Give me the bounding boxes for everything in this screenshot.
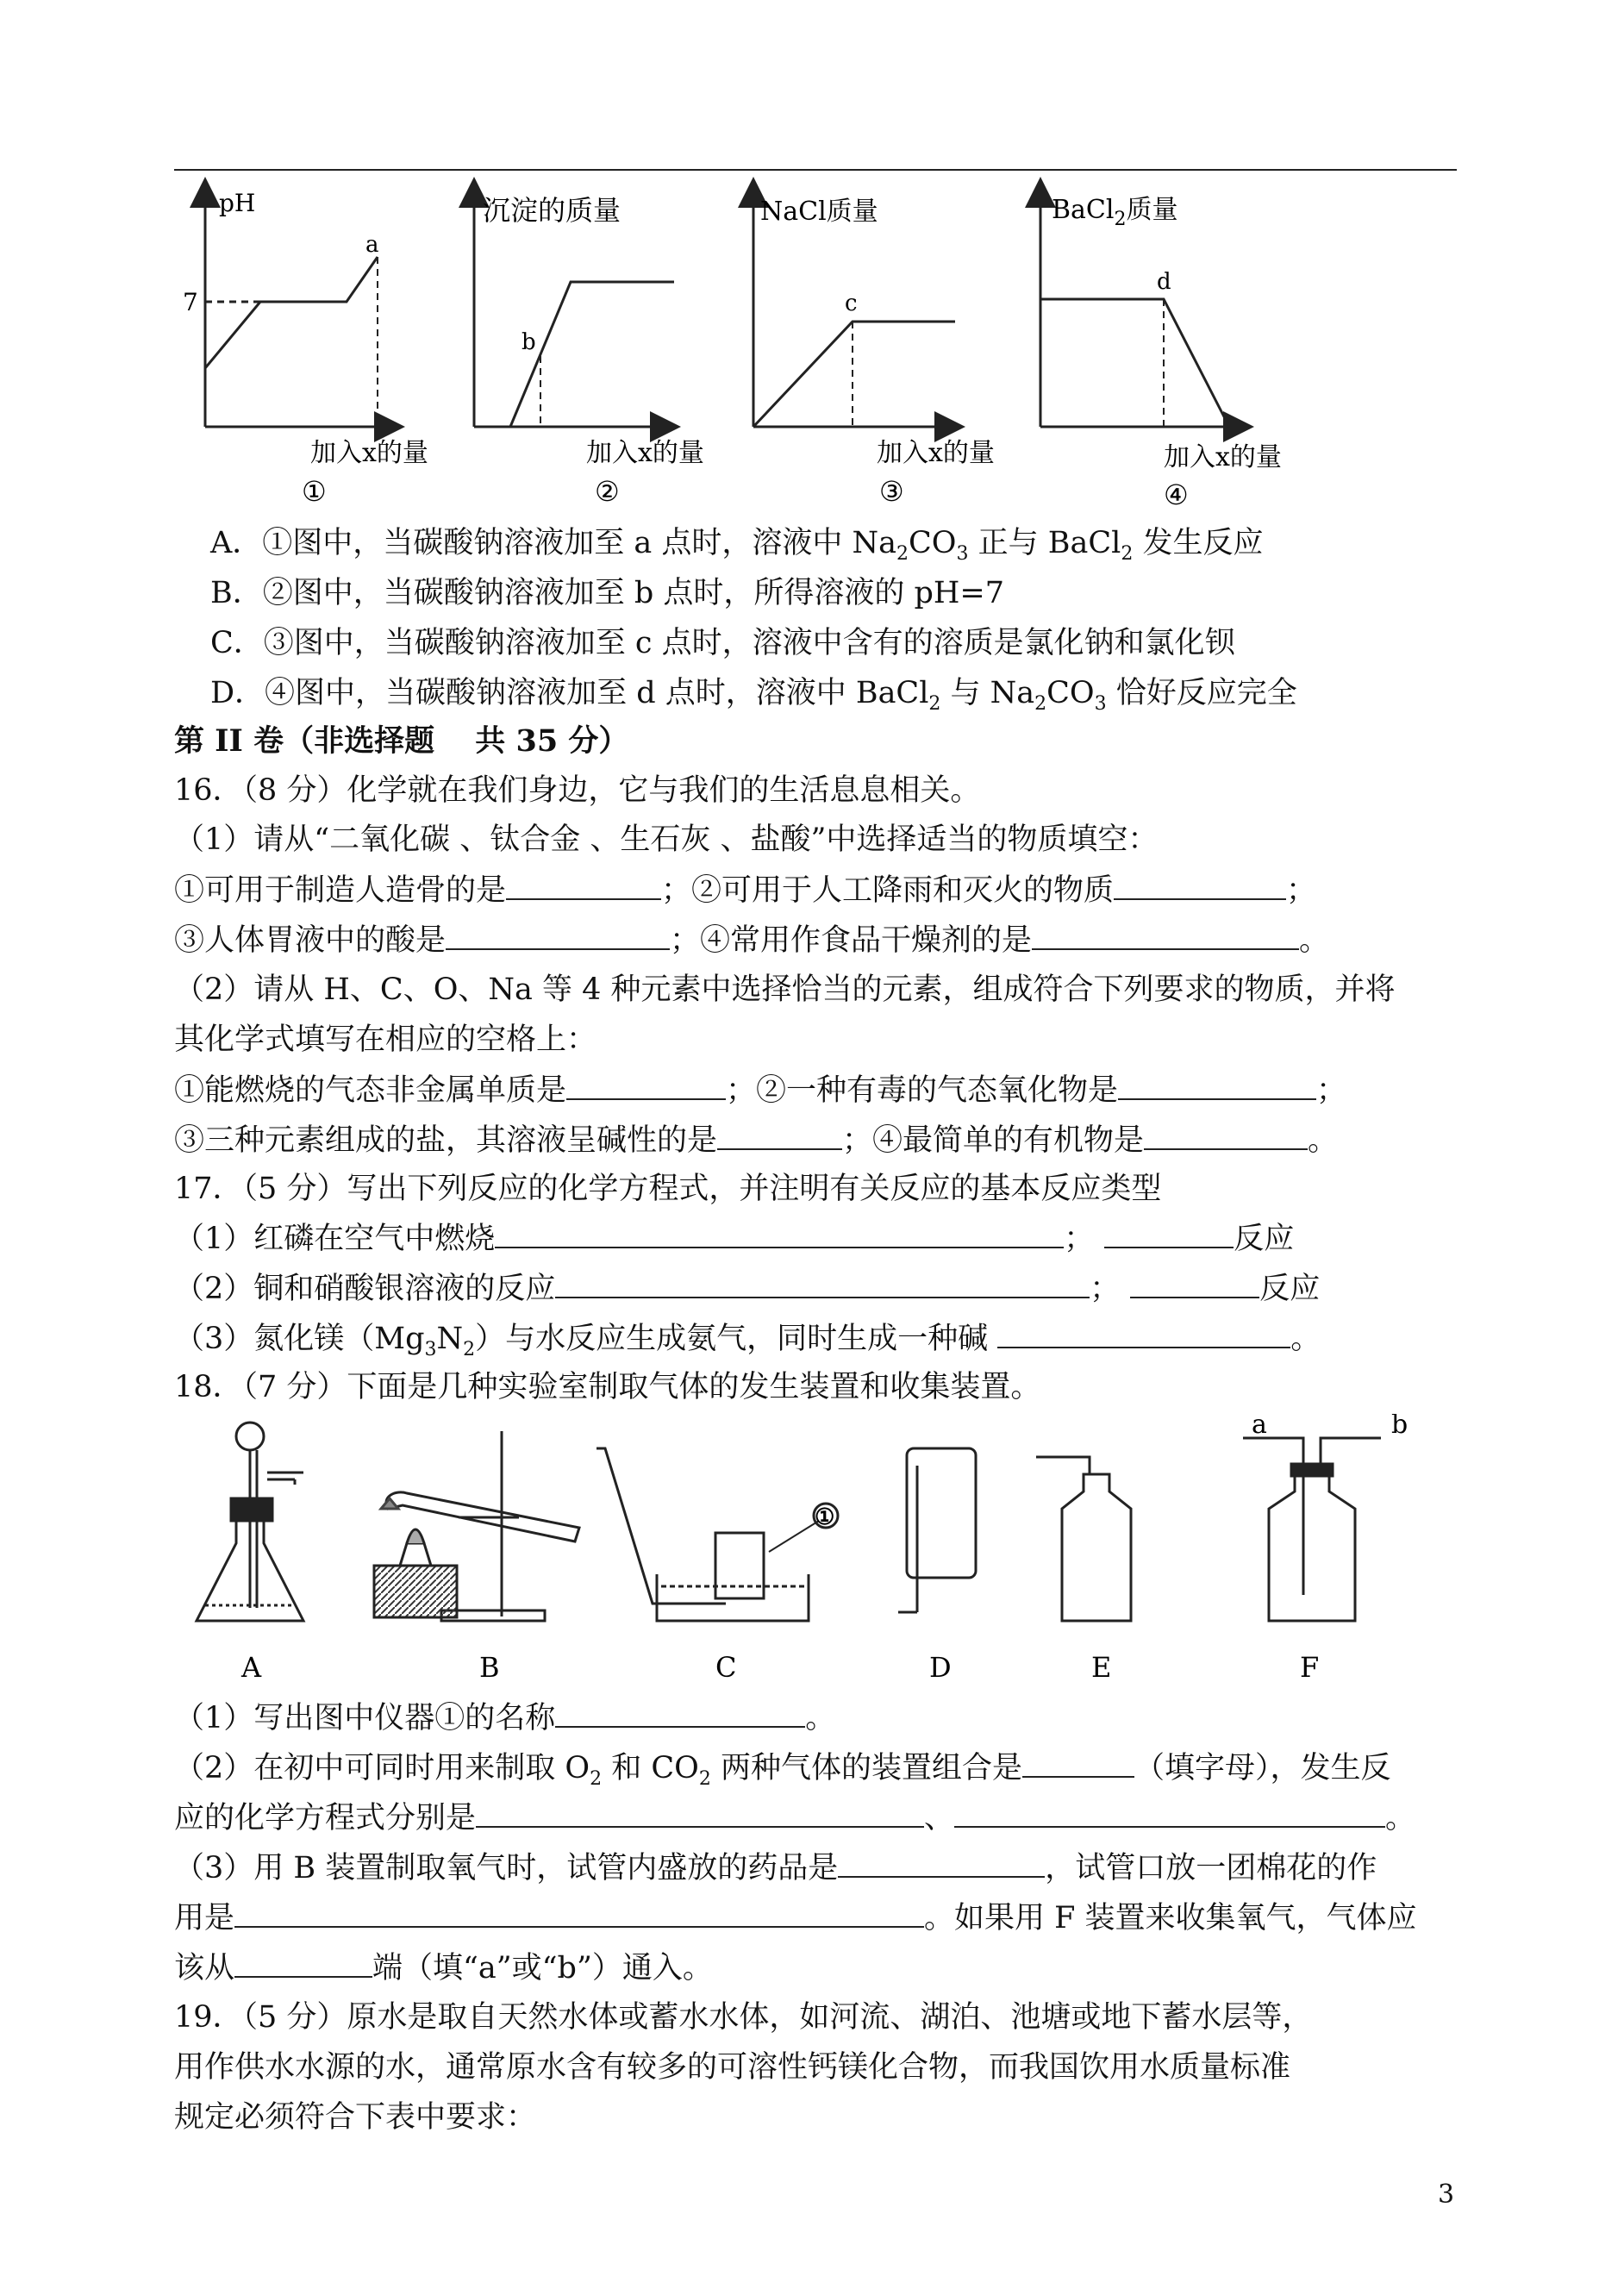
q16-part2-b: 其化学式填写在相应的空格上：	[174, 1022, 597, 1057]
apparatus-f-bottle	[1243, 1438, 1381, 1621]
graph-ph	[205, 192, 390, 427]
answer-blank[interactable]	[555, 1267, 1090, 1298]
apparatus-label-d: D	[929, 1651, 952, 1684]
graph-precipitate-xlabel: 加入x的量	[586, 438, 704, 468]
apparatus-a-flask	[197, 1423, 303, 1621]
answer-blank[interactable]	[1104, 1217, 1234, 1248]
answer-blank[interactable]	[566, 1069, 726, 1100]
graph-ph-ylabel: pH	[219, 189, 256, 217]
graph-ph-number: ①	[302, 475, 327, 508]
apparatus-label-b: B	[479, 1651, 500, 1684]
graph-ph-point-a: a	[365, 232, 379, 258]
apparatus-label-a: A	[241, 1651, 262, 1684]
q16-line2: ③人体胃液中的酸是 ；④常用作食品干燥剂的是 。	[174, 919, 1329, 961]
apparatus-label-c: C	[715, 1651, 737, 1684]
graph-nacl-ylabel: NaCl质量	[760, 197, 878, 227]
answer-blank[interactable]	[1114, 869, 1286, 900]
apparatus-e-bottle	[1036, 1457, 1131, 1621]
answer-blank[interactable]	[234, 1947, 372, 1978]
q17-line2: （2）铜和硝酸银溶液的反应 ； 反应	[174, 1267, 1320, 1310]
graph-ph-tick-7: 7	[183, 288, 198, 316]
answer-blank[interactable]	[234, 1897, 924, 1928]
q18-line3: 应的化学方程式分别是 、 。	[174, 1797, 1415, 1839]
answer-blank[interactable]	[1130, 1267, 1259, 1298]
graph-precipitate-number: ②	[595, 475, 620, 508]
q16-part2-a: （2）请从 H、C、O、Na 等 4 种元素中选择恰当的元素，组成符合下列要求的物质，并将	[174, 972, 1396, 1007]
graph-strip	[174, 177, 1457, 517]
q17-head: 17．（5 分）写出下列反应的化学方程式，并注明有关反应的基本反应类型	[174, 1172, 1162, 1206]
answer-blank[interactable]	[476, 1797, 924, 1828]
apparatus-mark-1: ①	[815, 1504, 835, 1530]
q19-line3: 规定必须符合下表中要求：	[174, 2100, 537, 2135]
q18-head: 18．（7 分）下面是几种实验室制取气体的发生装置和收集装置。	[174, 1370, 1041, 1404]
option-c: C．③图中，当碳酸钠溶液加至 c 点时，溶液中含有的溶质是氯化钠和氯化钡	[210, 626, 1235, 660]
graph-nacl-xlabel: 加入x的量	[877, 438, 995, 468]
graph-precipitate-ylabel: 沉淀的质量	[483, 194, 621, 227]
answer-blank[interactable]	[555, 1697, 805, 1728]
answer-blank[interactable]	[506, 869, 661, 900]
apparatus-port-b: b	[1391, 1414, 1409, 1440]
answer-blank[interactable]	[838, 1847, 1045, 1878]
apparatus-figure	[174, 1414, 1457, 1690]
answer-blank[interactable]	[997, 1317, 1290, 1348]
q16-line3: ①能燃烧的气态非金属单质是 ；②一种有毒的气态氧化物是 ；	[174, 1069, 1346, 1111]
q16-line1: ①可用于制造人造骨的是 ；②可用于人工降雨和灭火的物质 ；	[174, 869, 1316, 911]
option-a: A．①图中，当碳酸钠溶液加至 a 点时，溶液中 $Na_2CO_3$ 正与 BaCl$_2$ 发生反应	[210, 526, 1264, 565]
q18-line4: （3）用 B 装置制取氧气时，试管内盛放的药品是 ，试管口放一团棉花的作	[174, 1847, 1377, 1889]
q19-line2: 用作供水水源的水，通常原水含有较多的可溶性钙镁化合物，而我国饮用水质量标准	[174, 2050, 1291, 2085]
answer-blank[interactable]	[495, 1217, 1064, 1248]
graph-ph-xlabel: 加入x的量	[310, 438, 428, 468]
graph-bacl2-number: ④	[1164, 478, 1189, 511]
apparatus-c-water-trough	[597, 1448, 838, 1621]
answer-blank[interactable]	[1144, 1119, 1308, 1150]
q17-line1: （1）红磷在空气中燃烧 ； 反应	[174, 1217, 1294, 1260]
q19-line1: 19．（5 分）原水是取自天然水体或蓄水水体，如河流、湖泊、池塘或地下蓄水层等，	[174, 2000, 1313, 2035]
q17-line3: （3）氮化镁$(Mg_3N_2)$与水反应生成氨气，同时生成一种碱 。	[174, 1317, 1321, 1371]
q18-line2: （2）在初中可同时用来制取 $O_2$ 和 $CO_2$ 两种气体的装置组合是 （填字母），发生反	[174, 1747, 1390, 1800]
graph-nacl-point-c: c	[845, 291, 858, 316]
answer-blank[interactable]	[717, 1119, 842, 1150]
q18-line5: 用是 。如果用 F 装置来收集氧气，气体应	[174, 1897, 1417, 1939]
graph-precipitate	[474, 192, 674, 427]
graph-bacl2	[1040, 192, 1239, 427]
q16-part1: （1）请从“二氧化碳 、钛合金 、生石灰 、盐酸”中选择适当的物质填空：	[174, 822, 1159, 857]
apparatus-b-heating	[374, 1431, 579, 1621]
apparatus-d-jar	[898, 1448, 976, 1612]
header-rule	[174, 169, 1457, 171]
apparatus-label-f: F	[1300, 1651, 1320, 1684]
graph-bacl2-point-d: d	[1157, 269, 1171, 295]
answer-blank[interactable]	[1032, 919, 1299, 950]
q18-line1: （1）写出图中仪器①的名称 。	[174, 1697, 835, 1739]
graph-precipitate-point-b: b	[522, 329, 536, 355]
q16-line4: ③三种元素组成的盐，其溶液呈碱性的是 ；④最简单的有机物是 。	[174, 1119, 1338, 1161]
graph-nacl-number: ③	[879, 475, 904, 508]
graph-bacl2-xlabel: 加入x的量	[1164, 442, 1282, 472]
answer-blank[interactable]	[1022, 1747, 1134, 1778]
graph-bacl2-ylabel: BaCl$_2$质量	[1052, 195, 1178, 230]
answer-blank[interactable]	[446, 919, 670, 950]
answer-blank[interactable]	[1118, 1069, 1316, 1100]
q18-line6: 该从 端（填“a”或“b”）通入。	[174, 1947, 713, 1989]
option-b: B．②图中，当碳酸钠溶液加至 b 点时，所得溶液的 pH=7	[210, 576, 1005, 610]
section-title: 第 II 卷（非选择题 共 35 分）	[174, 723, 629, 759]
apparatus-label-e: E	[1091, 1651, 1112, 1684]
q16-head: 16．（8 分）化学就在我们身边，它与我们的生活息息相关。	[174, 773, 981, 808]
option-d: D．④图中，当碳酸钠溶液加至 d 点时，溶液中 BaCl$_2$ 与 $Na_2CO_3$ 恰好反应完全	[210, 676, 1297, 715]
page-number: 3	[1438, 2179, 1455, 2210]
apparatus-port-a: a	[1252, 1414, 1267, 1440]
answer-blank[interactable]	[954, 1797, 1385, 1828]
